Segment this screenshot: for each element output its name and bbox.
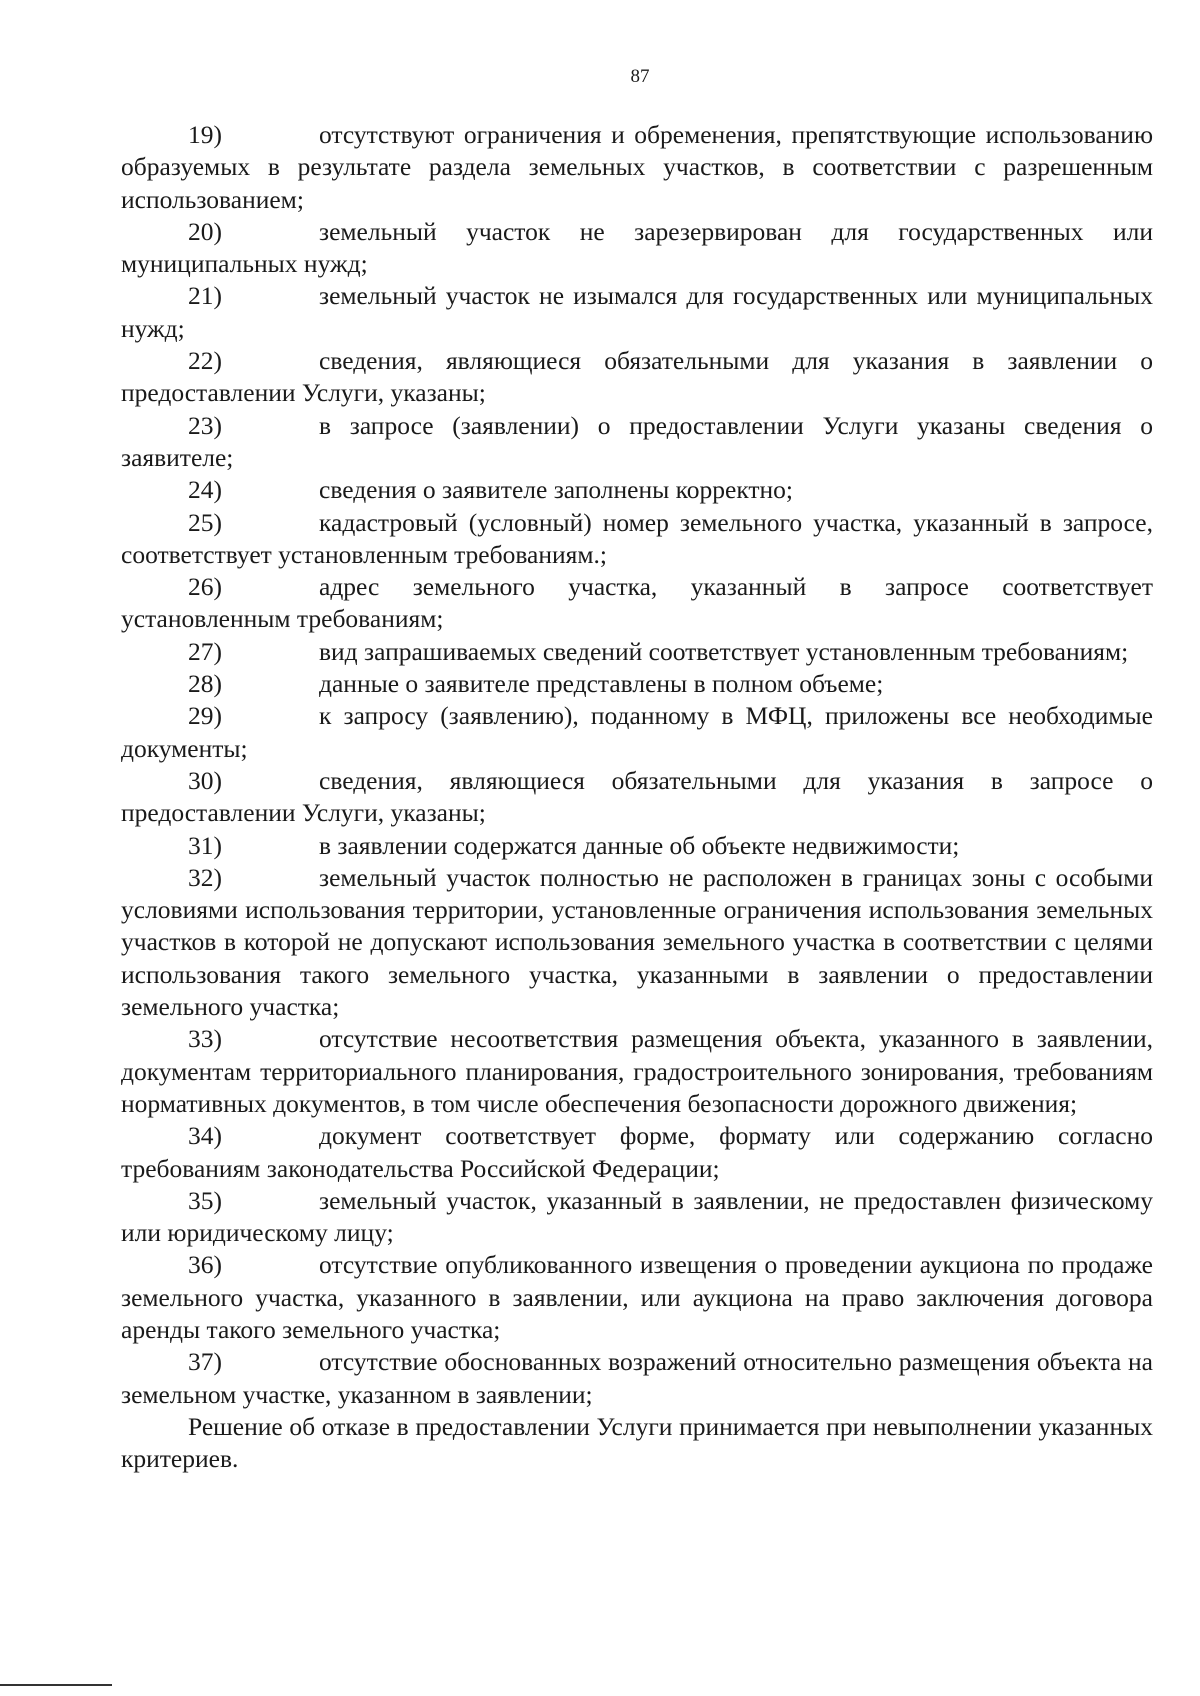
closing-paragraph: Решение об отказе в предоставлении Услуги принимается при невыполнении указанных критериев. [121, 1411, 1153, 1474]
item-number: 37) [188, 1347, 222, 1377]
item-text: отсутствие несоответствия размещения объекта, указанного в заявлении, документам территориального планирования, градостроительного зонирования, требованиям нормативных документов, в том числе обеспечения безопасности дорожного движения; [121, 1024, 1153, 1118]
item-text: сведения о заявителе заполнены корректно; [319, 475, 793, 505]
item-text: к запросу (заявлению), поданному в МФЦ, приложены все необходимые документы; [121, 701, 1153, 763]
item-text: земельный участок, указанный в заявлении, не предоставлен физическому или юридическому лицу; [121, 1185, 1153, 1248]
item-text: земельный участок полностью не расположен в границах зоны с особыми условиями использования территории, установленные ограничения использования земельных участков в которой не допускают использования земельного участка в соответствии с целями использования такого земельного участка, указанными в заявлении о предоставлении земельного участка; [121, 862, 1153, 1022]
item-number: 26) [188, 572, 222, 602]
item-number: 23) [188, 410, 222, 440]
item-number: 29) [188, 701, 222, 731]
list-item [121, 636, 1153, 668]
list-item [121, 571, 1153, 636]
list-item [121, 216, 1153, 281]
footer-rule [0, 1684, 112, 1686]
item-number: 32) [188, 862, 222, 892]
list-item [121, 345, 1153, 410]
list-item [121, 410, 1153, 475]
item-text: данные о заявителе представлены в полном объеме; [319, 669, 884, 699]
item-text: в запросе (заявлении) о предоставлении Услуги указаны сведения о заявителе; [121, 410, 1153, 472]
item-number: 34) [188, 1121, 222, 1151]
item-number: 28) [188, 669, 222, 699]
list-item [121, 119, 1153, 216]
list-item [121, 1023, 1153, 1120]
item-number: 22) [188, 346, 222, 376]
list-item [121, 1346, 1153, 1411]
item-number: 25) [188, 507, 222, 537]
list-item [121, 830, 1153, 862]
item-text: документ соответствует форме, формату или содержанию согласно требованиям законодательства Российской Федерации; [121, 1121, 1153, 1183]
item-text: отсутствие обоснованных возражений относительно размещения объекта на земельном участке, указанном в заявлении; [121, 1347, 1153, 1409]
list-item [121, 668, 1153, 700]
item-text: земельный участок не зарезервирован для государственных или муниципальных нужд; [121, 216, 1153, 279]
document-body [121, 119, 1153, 1475]
item-number: 20) [188, 216, 222, 246]
list-item [121, 280, 1153, 345]
item-number: 35) [188, 1185, 222, 1215]
list-item [121, 507, 1153, 572]
item-text: отсутствуют ограничения и обременения, препятствующие использованию образуемых в результате раздела земельных участков, в соответствии с разрешенным использованием; [121, 120, 1153, 214]
page-number: 87 [630, 66, 650, 87]
item-text: кадастровый (условный) номер земельного участка, указанный в запросе, соответствует установленным требованиям.; [121, 507, 1153, 569]
item-text: земельный участок не изымался для государственных или муниципальных нужд; [121, 281, 1153, 343]
item-text: в заявлении содержатся данные об объекте недвижимости; [319, 830, 960, 860]
item-text: адрес земельного участка, указанный в запросе соответствует установленным требованиям; [121, 572, 1153, 634]
list-item [121, 700, 1153, 765]
item-text: вид запрашиваемых сведений соответствует установленным требованиям; [319, 636, 1129, 666]
list-item [121, 474, 1153, 506]
list-item [121, 1249, 1153, 1346]
list-item [121, 1120, 1153, 1185]
item-text: сведения, являющиеся обязательными для указания в заявлении о предоставлении Услуги, указаны; [121, 346, 1153, 408]
item-text: отсутствие опубликованного извещения о проведении аукциона по продаже земельного участка, указанного в заявлении, или аукциона на право заключения договора аренды такого земельного участка; [121, 1250, 1153, 1344]
item-number: 36) [188, 1250, 222, 1280]
item-number: 21) [188, 281, 222, 311]
item-number: 31) [188, 830, 222, 860]
item-number: 24) [188, 475, 222, 505]
item-number: 30) [188, 765, 222, 795]
item-number: 27) [188, 636, 222, 666]
item-text: сведения, являющиеся обязательными для указания в запросе о предоставлении Услуги, указаны; [121, 765, 1153, 828]
list-item [121, 1185, 1153, 1250]
list-item [121, 765, 1153, 830]
list-item [121, 862, 1153, 1023]
item-number: 19) [188, 120, 222, 149]
item-number: 33) [188, 1024, 222, 1054]
